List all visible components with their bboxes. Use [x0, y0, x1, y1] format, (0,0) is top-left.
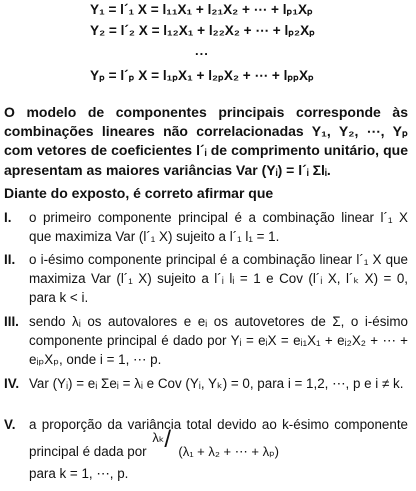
statement-iv	[4, 374, 408, 393]
equation-yp	[90, 68, 314, 84]
equation-yp-text: Yₚ = l´ₚ X = l₁ₚX₁ + l₂ₚX₂ + ⋯ + lₚₚXₚ	[90, 68, 314, 83]
equation-y2-text: Y₂ = l´₂ X = l₁₂X₁ + l₂₂X₂ + ⋯ + lₚ₂Xₚ	[90, 23, 315, 38]
equation-y2	[90, 23, 315, 39]
lead-text: Diante do exposto, é correto afirmar que	[4, 185, 274, 201]
fraction-denominator: (λ₁ + λ₂ + ⋯ + λₚ)	[178, 444, 279, 460]
statement-number: III.	[4, 314, 19, 329]
equation-y1	[90, 2, 313, 18]
vertical-ellipsis	[195, 43, 209, 58]
statement-i	[4, 208, 408, 246]
intro-text: O modelo de componentes principais corresponde às combinações lineares não correlacionadas Y₁, Y₂, ⋯, Yₚ com vetores de coeficientes l´ᵢ de comprimento unitário, que apresentam as maiores variâncias Var (Yᵢ) = l´ᵢ Σlᵢ.	[4, 104, 408, 178]
fraction	[150, 426, 279, 464]
statement-ii	[4, 250, 408, 308]
statement-number: I.	[4, 210, 12, 225]
equation-y1-text: Y₁ = l´₁ X = l₁₁X₁ + l₂₁X₂ + ⋯ + lₚ₁Xₚ	[90, 2, 313, 17]
fraction-numerator: λₖ	[152, 430, 165, 446]
question-lead	[4, 185, 273, 201]
statement-number: V.	[4, 417, 16, 432]
statement-text-before: a proporção da variância total devido ao k-ésimo componente principal é dada por	[29, 417, 408, 460]
statement-text	[29, 415, 408, 483]
fraction-slash: /	[164, 426, 172, 454]
ellipsis-text: ...	[195, 43, 209, 58]
statement-text: o primeiro componente principal é a combinação linear l´₁ X que maximiza Var (l´₁ X) sujeito a l´₁ l₁ = 1.	[29, 210, 408, 245]
statement-text: sendo λᵢ os autovalores e eᵢ os autovetores de Σ, o i-ésimo componente principal é dado por Yᵢ = eᵢX = eᵢ₁X₁ + eᵢ₂X₂ + ⋯ + eᵢₚXₚ, onde i = 1, ⋯ p.	[29, 314, 408, 368]
statement-text: Var (Yᵢ) = eᵢ Σeᵢ = λᵢ e Cov (Yᵢ, Yₖ) = 0, para i = 1,2, ⋯, p e i ≠ k.	[29, 376, 404, 391]
intro-paragraph	[4, 103, 408, 180]
statement-text: o i-ésimo componente principal é a combinação linear l´₁ X que maximiza Var (l´₁ X) sujeito a l´ᵢ lᵢ = 1 e Cov (l´ᵢ X, l´ₖ X) = 0, para k < i.	[29, 252, 408, 306]
statement-text-after: para k = 1, ⋯, p.	[29, 466, 129, 482]
statement-v	[4, 415, 408, 483]
statement-iii	[4, 312, 408, 370]
statement-number: II.	[4, 252, 16, 267]
statement-number: IV.	[4, 376, 20, 391]
